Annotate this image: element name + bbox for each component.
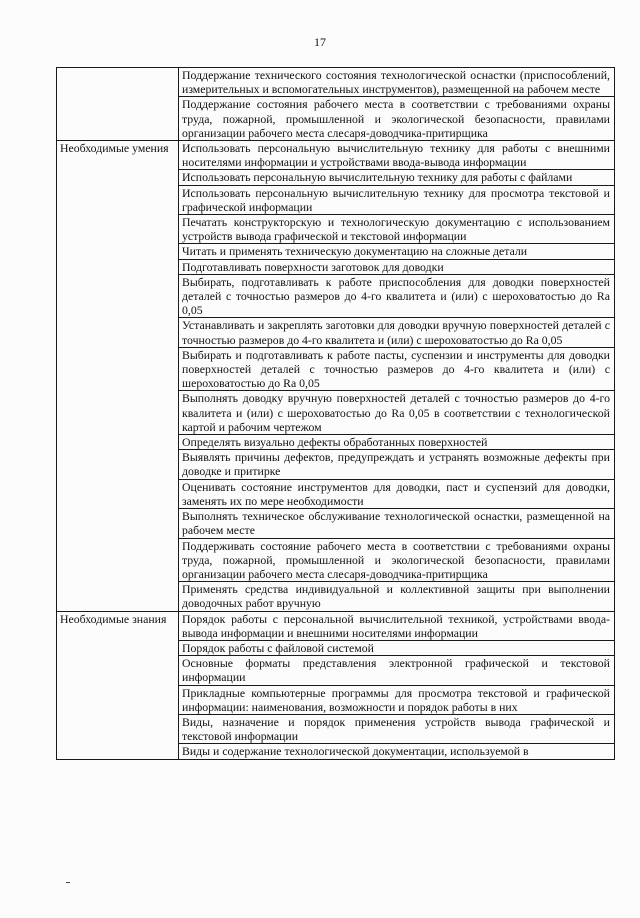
requirement-item: Выбирать и подготавливать к работе пасты, суспензии и инструменты для доводки поверхностей деталей с точностью размеров до 4-го квалитета и (или) с шероховатостью до Ra 0,05 (179, 347, 615, 391)
requirement-item: Выполнять техническое обслуживание технологической оснастки, размещенной на рабочем месте (179, 509, 615, 538)
requirement-item: Подготавливать поверхности заготовок для доводки (179, 259, 615, 274)
requirement-item: Прикладные компьютерные программы для просмотра текстовой и графической информации: наименования, возможности и порядок работы в них (179, 685, 615, 714)
requirement-item: Использовать персональную вычислительную технику для работы с внешними носителями информации и устройствами ввода-вывода информации (179, 141, 615, 170)
requirement-item: Оценивать состояние инструментов для доводки, паст и суспензий для доводки, заменять их по мере необходимости (179, 479, 615, 508)
requirement-item: Порядок работы с файловой системой (179, 640, 615, 655)
requirement-item: Выбирать, подготавливать к работе приспособления для доводки поверхностей деталей с точностью размеров до 4-го квалитета и (или) с шероховатостью до Ra 0,05 (179, 274, 615, 318)
table-row (57, 141, 615, 170)
requirement-item: Виды, назначение и порядок применения устройств вывода графической и текстовой информации (179, 714, 615, 743)
section-label (57, 68, 179, 141)
requirements-table-body (57, 68, 615, 760)
requirement-item: Печатать конструкторскую и технологическую документацию с использованием устройств вывода графической и текстовой информации (179, 215, 615, 244)
table-row (57, 611, 615, 640)
requirement-item: Основные форматы представления электронной графической и текстовой информации (179, 656, 615, 685)
requirement-item: Поддержание технического состояния технологической оснастки (приспособлений, измерительных и вспомогательных инструментов), размещенной на рабочем месте (179, 68, 615, 97)
requirement-item: Поддержание состояния рабочего места в соответствии с требованиями охраны труда, пожарной, промышленной и экологической безопасности, правилами организации рабочего места слесаря-доводчика-притирщика (179, 97, 615, 141)
requirement-item: Определять визуально дефекты обработанных поверхностей (179, 435, 615, 450)
requirements-table (56, 67, 615, 760)
page-mark (66, 882, 70, 883)
table-row (57, 68, 615, 97)
requirement-item: Порядок работы с персональной вычислительной техникой, устройствами ввода-вывода информации и внешними носителями информации (179, 611, 615, 640)
requirement-item: Использовать персональную вычислительную технику для просмотра текстовой и графической информации (179, 185, 615, 214)
requirement-item: Виды и содержание технологической документации, используемой в (179, 744, 615, 759)
requirement-item: Устанавливать и закреплять заготовки для доводки вручную поверхностей деталей с точностью размеров до 4-го квалитета и (или) с шероховатостью до Ra 0,05 (179, 318, 615, 347)
requirement-item: Выявлять причины дефектов, предупреждать и устранять возможные дефекты при доводке и притирке (179, 450, 615, 479)
requirement-item: Использовать персональную вычислительную технику для работы с файлами (179, 170, 615, 185)
section-label: Необходимые умения (57, 141, 179, 612)
requirement-item: Выполнять доводку вручную поверхностей деталей с точностью размеров до 4-го квалитета и (или) с шероховатостью до Ra 0,05 в соответствии с технологической картой и рабочим чертежом (179, 391, 615, 435)
requirement-item: Применять средства индивидуальной и коллективной защиты при выполнении доводочных работ вручную (179, 582, 615, 611)
page-number: 17 (314, 35, 326, 49)
requirement-item: Читать и применять техническую документацию на сложные детали (179, 244, 615, 259)
section-label: Необходимые знания (57, 611, 179, 759)
requirement-item: Поддерживать состояние рабочего места в соответствии с требованиями охраны труда, пожарной, промышленной и экологической безопасности, правилами организации рабочего места слесаря-доводчика-притирщика (179, 538, 615, 582)
